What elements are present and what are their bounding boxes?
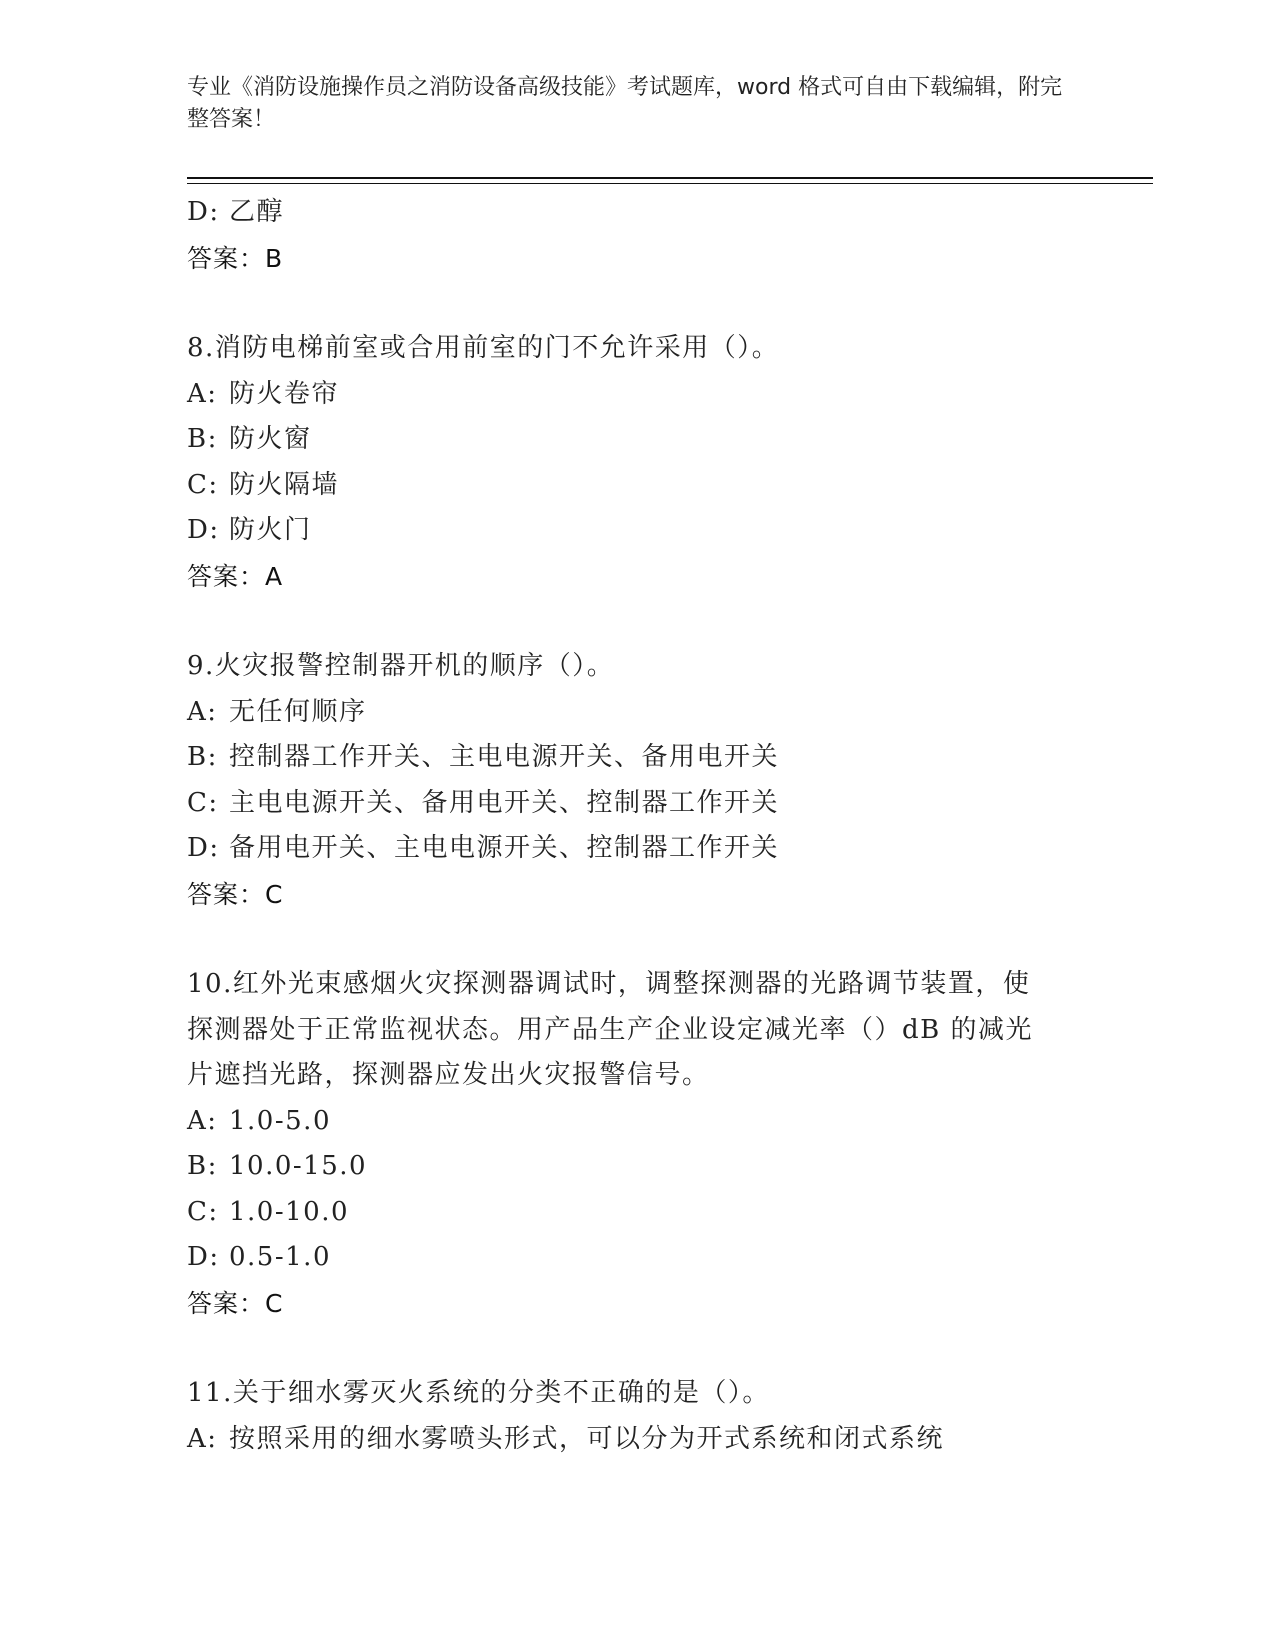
question-list	[187, 190, 1087, 1462]
option-key: C:	[187, 1196, 219, 1227]
option-b	[187, 735, 1087, 781]
question-stem-9: 9.火灾报警控制器开机的顺序（）。	[187, 651, 615, 681]
option-key: D:	[187, 515, 220, 545]
option-key: D:	[187, 833, 220, 863]
option-d	[187, 190, 1087, 236]
option-key: B:	[187, 424, 218, 454]
option-a	[187, 690, 1087, 736]
question-stem-11: 11.关于细水雾灭火系统的分类不正确的是（）。	[187, 1378, 770, 1408]
document-header: 专业《消防设施操作员之消防设备高级技能》考试题库，word 格式可自由下载编辑，附完整答案！	[187, 75, 1063, 132]
option-key: A:	[187, 1423, 218, 1454]
answer-line: 答案：C	[187, 879, 284, 909]
option-b	[187, 1144, 1087, 1190]
option-text: 防火卷帘	[229, 378, 340, 409]
question-stem-10-line-3: 片遮挡光路，探测器应发出火灾报警信号。	[187, 1060, 710, 1090]
question-stem-8: 8.消防电梯前室或合用前室的门不允许采用（）。	[187, 333, 780, 363]
option-a	[187, 1417, 1087, 1463]
option-text: 备用电开关、主电电源开关、控制器工作开关	[229, 833, 780, 863]
option-text: 防火隔墙	[229, 469, 340, 500]
option-a	[187, 1099, 1087, 1145]
option-key: D:	[187, 197, 220, 227]
header-divider-thick	[187, 177, 1153, 179]
option-text: 10.0-15.0	[229, 1151, 368, 1181]
answer-line: 答案：B	[187, 243, 284, 273]
option-text: 1.0-10.0	[229, 1196, 350, 1227]
option-text: 防火门	[229, 515, 312, 545]
option-key: A:	[187, 1105, 218, 1136]
option-text: 1.0-5.0	[229, 1105, 331, 1136]
option-a	[187, 372, 1087, 418]
option-c	[187, 463, 1087, 509]
header-divider-thin	[187, 183, 1153, 184]
option-key: B:	[187, 742, 218, 772]
option-b	[187, 417, 1087, 463]
option-text: 按照采用的细水雾喷头形式，可以分为开式系统和闭式系统	[229, 1423, 945, 1454]
option-text: 乙醇	[229, 197, 285, 227]
question-stem-10-line-1: 10.红外光束感烟火灾探测器调试时，调整探测器的光路调节装置，使	[187, 969, 1031, 999]
option-key: D:	[187, 1242, 220, 1272]
option-c	[187, 1190, 1087, 1236]
question-stem-10-line-2: 探测器处于正常监视状态。用产品生产企业设定减光率（）dB 的减光	[187, 1014, 1034, 1045]
option-text: 防火窗	[229, 424, 312, 454]
option-key: A:	[187, 696, 218, 727]
option-key: B:	[187, 1151, 218, 1181]
option-text: 主电电源开关、备用电开关、控制器工作开关	[229, 787, 780, 818]
option-key: C:	[187, 469, 219, 500]
answer-line: 答案：A	[187, 561, 284, 591]
option-d	[187, 826, 1087, 872]
option-d	[187, 1235, 1087, 1281]
option-text: 0.5-1.0	[229, 1242, 331, 1272]
option-text: 无任何顺序	[229, 696, 367, 727]
option-key: A:	[187, 378, 218, 409]
answer-line: 答案：C	[187, 1288, 284, 1318]
option-text: 控制器工作开关、主电电源开关、备用电开关	[229, 742, 780, 772]
option-key: C:	[187, 787, 219, 818]
option-d	[187, 508, 1087, 554]
option-c	[187, 781, 1087, 827]
